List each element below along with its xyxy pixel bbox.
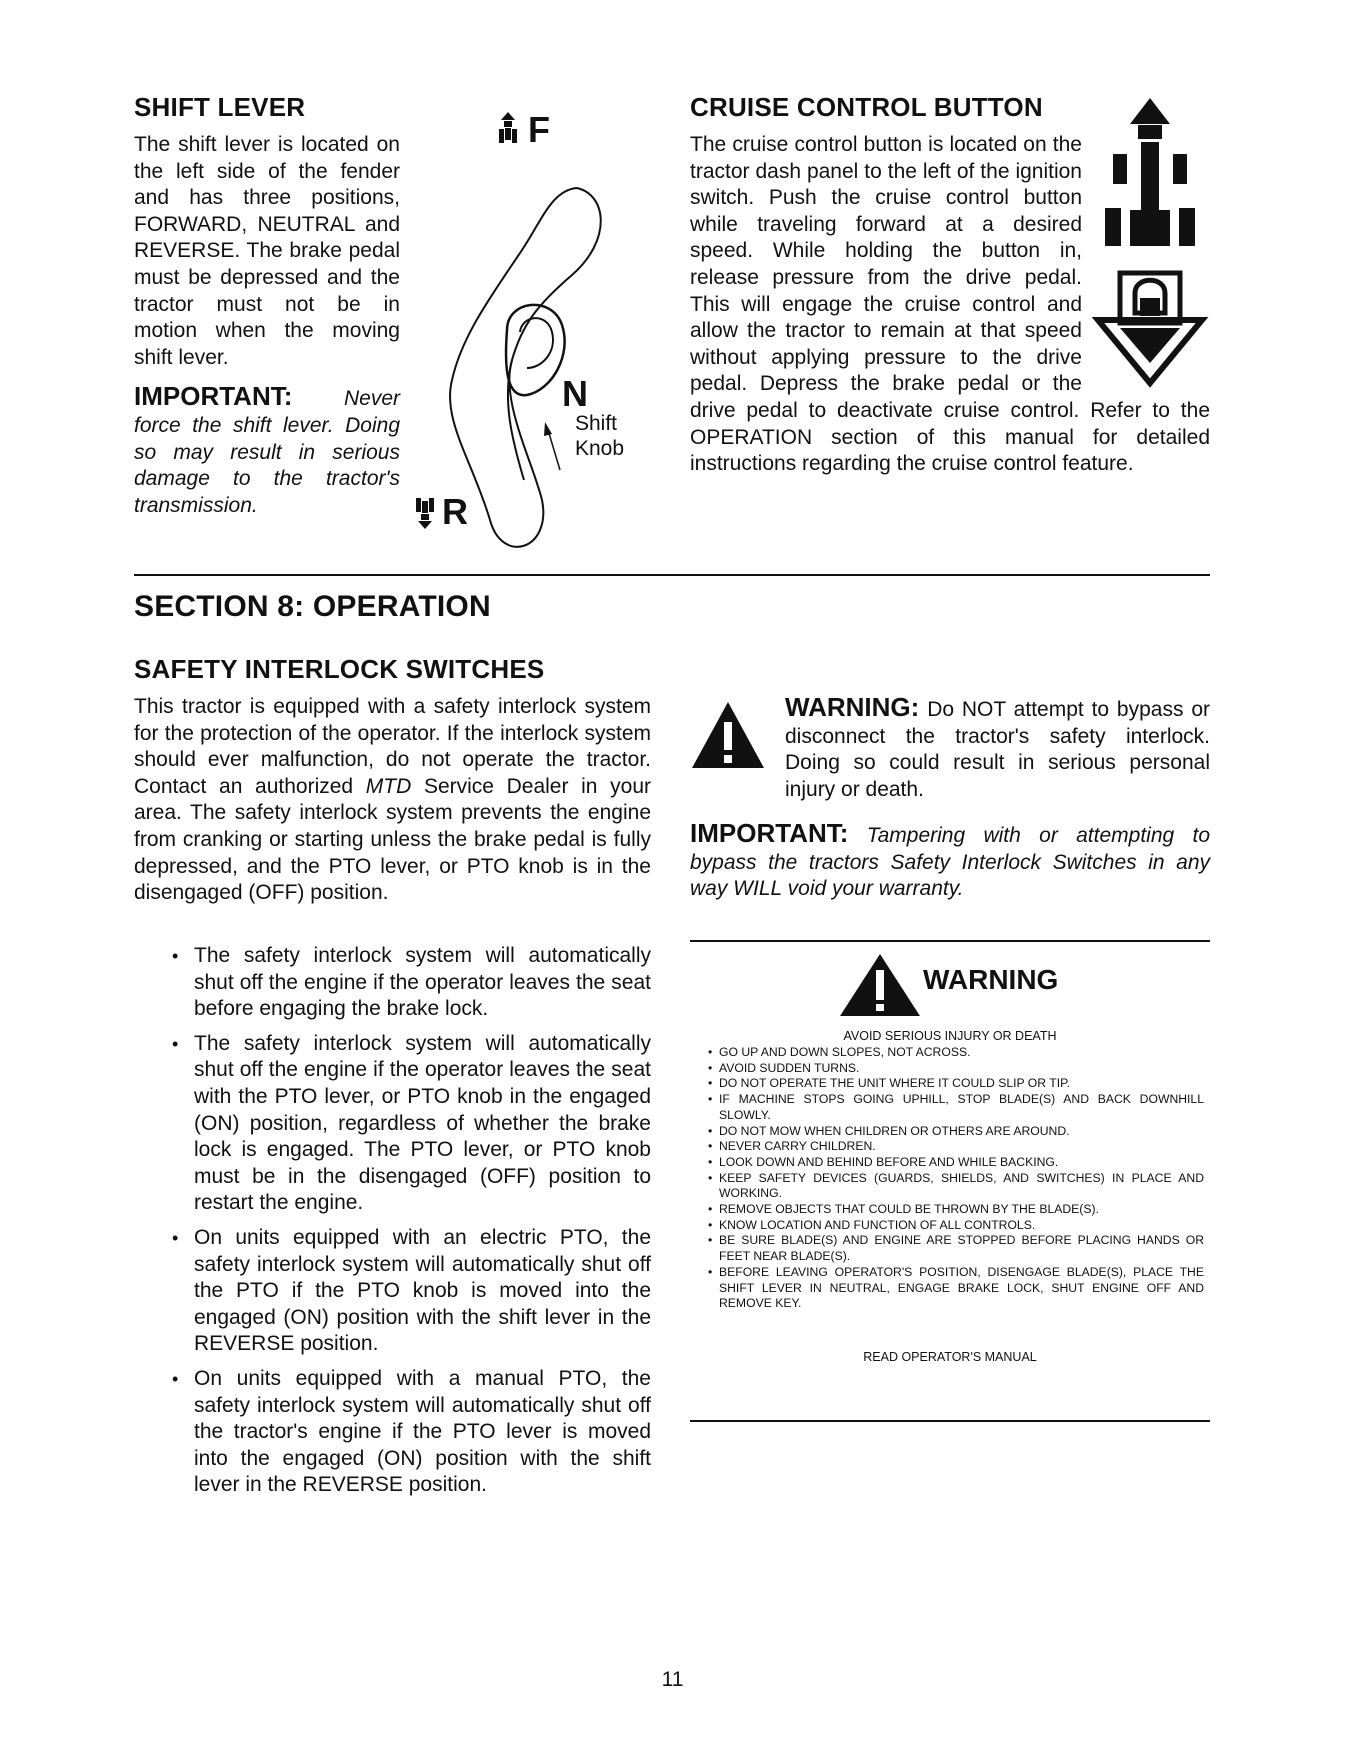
safety-bullet-2: • The safety interlock system will automatically shut off the engine if the operator leaves the seat with the PTO lever, or PTO knob in the engaged (ON) position, regardless of whether the brake lock is engaged. The PTO lever, or PTO knob must be in the disengaged (OFF) position to restart the engine. (168, 1031, 651, 1217)
shift-lever-heading: SHIFT LEVER (134, 92, 306, 122)
lever-slot-outline (450, 188, 601, 547)
important-warranty-label: IMPORTANT: (690, 818, 849, 848)
cruise-control-icon (1090, 98, 1210, 398)
label-forward: F (528, 109, 550, 150)
cruise-control-body: The cruise control button is located on the tractor dash panel to the left of the ignition switch. Push the cruise control button while traveling forward at a desired speed. While holding the button in, release pressure from the drive pedal. This will engage the cruise control and allow the tractor to remain at that speed without applying pressure to the drive pedal. Depress the brake pedal or the drive pedal to deactivate cruise control. Refer to the OPERATION section of this manual for detailed instructions regarding the cruise control feature. (690, 133, 1210, 476)
warning-item: • REMOVE OBJECTS THAT COULD BE THROWN BY THE BLADE(S). (706, 1202, 1204, 1218)
warning-text: Do NOT attempt to bypass or disconnect the tractor's safety interlock. Doing so could result in serious personal injury or death. (785, 698, 1210, 801)
shift-knob-label-1: Shift (575, 412, 618, 435)
warning-label-triangle-icon (838, 952, 922, 1018)
intro-mtd: MTD (365, 774, 412, 798)
warning-label: WARNING: (785, 692, 920, 722)
page-number: 11 (661, 1668, 684, 1691)
intro-part-1: This tractor is equipped with a safety interlock system for the protection of the operator. If the interlock system should ever malfunction, do not operate the tractor. Contact an authorized (134, 695, 651, 798)
warning-item: • DO NOT MOW WHEN CHILDREN OR OTHERS ARE AROUND. (706, 1124, 1204, 1140)
warning-item: • BE SURE BLADE(S) AND ENGINE ARE STOPPED BEFORE PLACING HANDS OR FEET NEAR BLADE(S). (706, 1233, 1204, 1264)
tractor-top-view-icon (1105, 98, 1195, 246)
important-warranty-body: Tampering with or attempting to bypass the tractors Safety Interlock Switches in any way WILL void your warranty. (690, 824, 1211, 901)
forward-tractor-icon (499, 112, 517, 143)
warning-label-footer: READ OPERATOR'S MANUAL (863, 1350, 1037, 1364)
shift-lever-diagram (412, 100, 637, 565)
reverse-tractor-icon (416, 498, 434, 529)
important-label: IMPORTANT: (134, 381, 293, 412)
warning-item: • KNOW LOCATION AND FUNCTION OF ALL CONTROLS. (706, 1218, 1204, 1234)
shift-lever-body (134, 132, 400, 519)
warning-label-title: WARNING (923, 964, 1059, 995)
cruise-lock-icon (1098, 273, 1202, 383)
section-rule (134, 574, 1210, 576)
warning-item: • BEFORE LEAVING OPERATOR'S POSITION, DISENGAGE BLADE(S), PLACE THE SHIFT LEVER IN NEUTRAL, ENGAGE BRAKE LOCK, SHUT ENGINE OFF AND REMOVE KEY. (706, 1265, 1204, 1312)
warning-label-list (706, 1045, 1204, 1312)
shift-knob-label-2: Knob (575, 437, 625, 460)
safety-bullet-1: • The safety interlock system will automatically shut off the engine if the operator leaves the seat before engaging the brake lock. (168, 943, 651, 1023)
warning-text-block (785, 694, 1210, 803)
knob-pointer-line (548, 430, 560, 470)
warning-item: • KEEP SAFETY DEVICES (GUARDS, SHIELDS, AND SWITCHES) IN PLACE AND WORKING. (706, 1171, 1204, 1202)
knob-pointer-arrow (544, 422, 552, 436)
safety-interlock-intro (134, 694, 651, 907)
important-text: Never force the shift lever. Doing so may result in serious damage to the tractor's transmission. (134, 387, 400, 517)
important-warranty-text (690, 820, 1210, 903)
section-title: SECTION 8: OPERATION (134, 590, 491, 623)
important-warranty-block (690, 820, 1210, 903)
label-reverse: R (442, 491, 468, 532)
warning-item: • AVOID SUDDEN TURNS. (706, 1061, 1204, 1077)
label-neutral: N (562, 373, 588, 414)
warning-paragraph (785, 694, 1210, 803)
cruise-control-heading: CRUISE CONTROL BUTTON (690, 92, 1043, 122)
shift-knob-inner (520, 318, 553, 368)
warning-item: • IF MACHINE STOPS GOING UPHILL, STOP BLADE(S) AND BACK DOWNHILL SLOWLY. (706, 1092, 1204, 1123)
warning-item: • LOOK DOWN AND BEHIND BEFORE AND WHILE BACKING. (706, 1155, 1204, 1171)
intro-part-2: Service Dealer in your area. The safety interlock system prevents the engine from cranking or starting unless the brake pedal is fully depressed, and the PTO lever, or PTO knob is in the disengaged (OFF) position. (134, 774, 651, 905)
warning-label-subtitle: AVOID SERIOUS INJURY OR DEATH (843, 1029, 1057, 1043)
shift-lever-text: The shift lever is located on the left side of the fender and has three positions, FORWARD, NEUTRAL and REVERSE. The brake pedal must be depressed and the tractor must not be in motion when the moving shift lever. (134, 133, 400, 369)
warning-label-bottom-rule (690, 1420, 1210, 1422)
safety-interlock-heading: SAFETY INTERLOCK SWITCHES (134, 654, 545, 684)
warning-triangle-icon (690, 700, 766, 770)
warning-item: • GO UP AND DOWN SLOPES, NOT ACROSS. (706, 1045, 1204, 1061)
safety-bullets (168, 943, 651, 1507)
safety-bullet-4: • On units equipped with a manual PTO, the safety interlock system will automatically shut off the tractor's engine if the PTO lever is moved into the engaged (ON) position with the shift lever in the REVERSE position. (168, 1366, 651, 1499)
warning-item: • NEVER CARRY CHILDREN. (706, 1139, 1204, 1155)
warning-label-top-rule (690, 940, 1210, 942)
safety-bullet-3: • On units equipped with an electric PTO, the safety interlock system will automatically shut off the PTO if the PTO knob is moved into the engaged (ON) position with the shift lever in the REVERSE position. (168, 1225, 651, 1358)
shift-lever-important (134, 383, 400, 519)
warning-item: • DO NOT OPERATE THE UNIT WHERE IT COULD SLIP OR TIP. (706, 1076, 1204, 1092)
safety-intro-text (134, 694, 651, 907)
